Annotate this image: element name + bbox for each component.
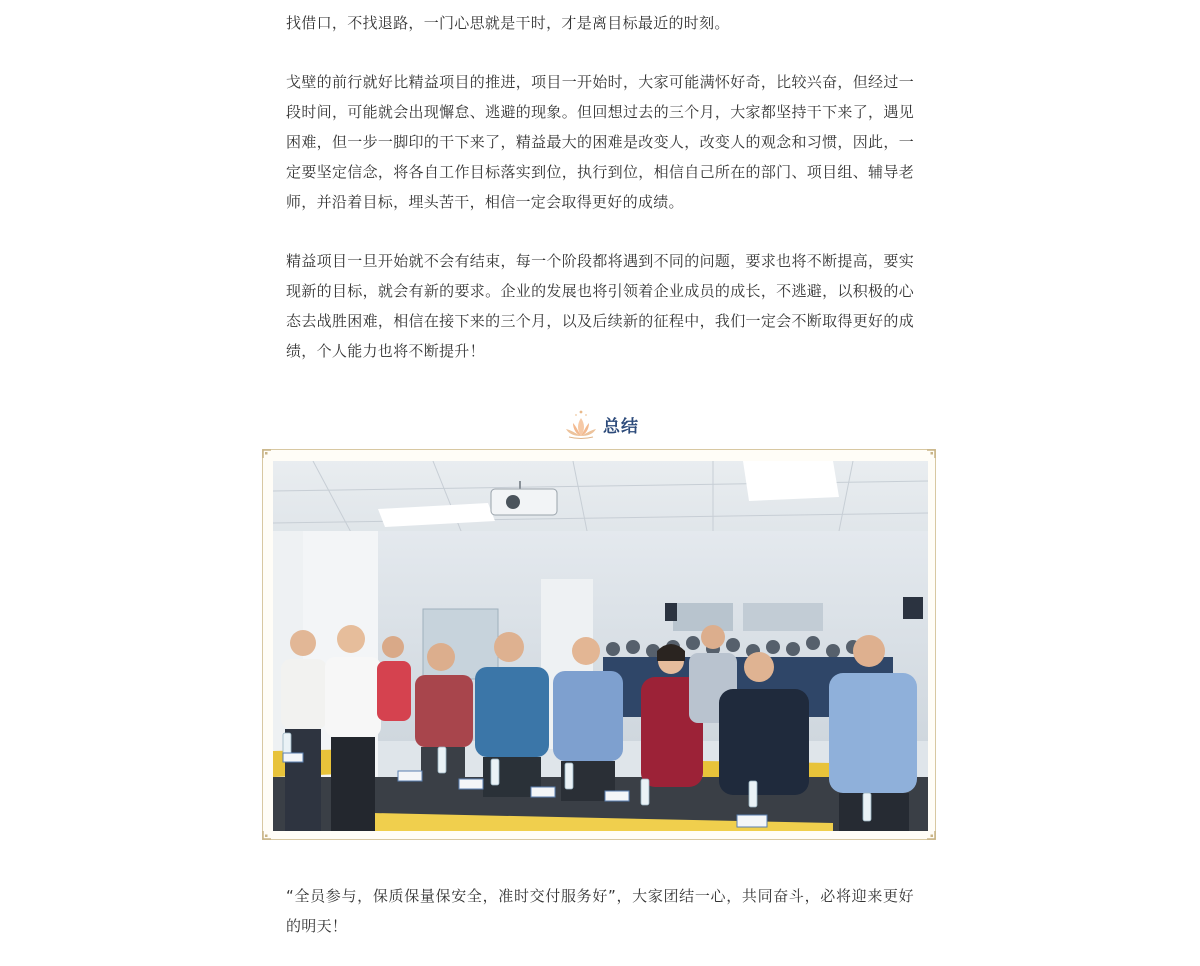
frame-corner-ornament-icon (926, 449, 936, 459)
article-paragraph: 精益项目一旦开始就不会有结束，每一个阶段都将遇到不同的问题，要求也将不断提高，要实现新的目标，就会有新的要求。企业的发展也将引领着企业成员的成长，不逃避，以积极的心态去战胜困难，相信在接下来的三个月，以及后续新的征程中，我们一定会不断取得更好的成绩，个人能力也将不断提升！ (286, 252, 914, 360)
frame-corner-ornament-icon (262, 449, 272, 459)
section-heading (0, 402, 1200, 446)
frame-corner-ornament-icon (926, 830, 936, 840)
closing-paragraph: “全员参与，保质保量保安全，准时交付服务好”，大家团结一心，共同奋斗，必将迎来更好的明天！ (286, 887, 914, 935)
article-paragraph: 戈壁的前行就好比精益项目的推进，项目一开始时，大家可能满怀好奇，比较兴奋，但经过一段时间，可能就会出现懈怠、逃避的现象。但回想过去的三个月，大家都坚持干下来了，遇见困难，但一步一脚印的干下来了，精益最大的困难是改变人，改变人的观念和习惯，因此，一定要坚定信念，将各自工作目标落实到位，执行到位，相信自己所在的部门、项目组、辅导老师，并沿着目标，埋头苦干，相信一定会取得更好的成绩。 (286, 73, 914, 211)
article-paragraph: 找借口，不找退路，一门心思就是干时，才是离目标最近的时刻。 (286, 14, 730, 32)
section-heading-title: 总结 (603, 416, 639, 437)
lotus-icon (561, 404, 601, 444)
frame-corner-ornament-icon (262, 830, 272, 840)
meeting-photo (273, 461, 928, 831)
meeting-photo-illustration (273, 461, 928, 831)
photo-frame (262, 449, 936, 840)
